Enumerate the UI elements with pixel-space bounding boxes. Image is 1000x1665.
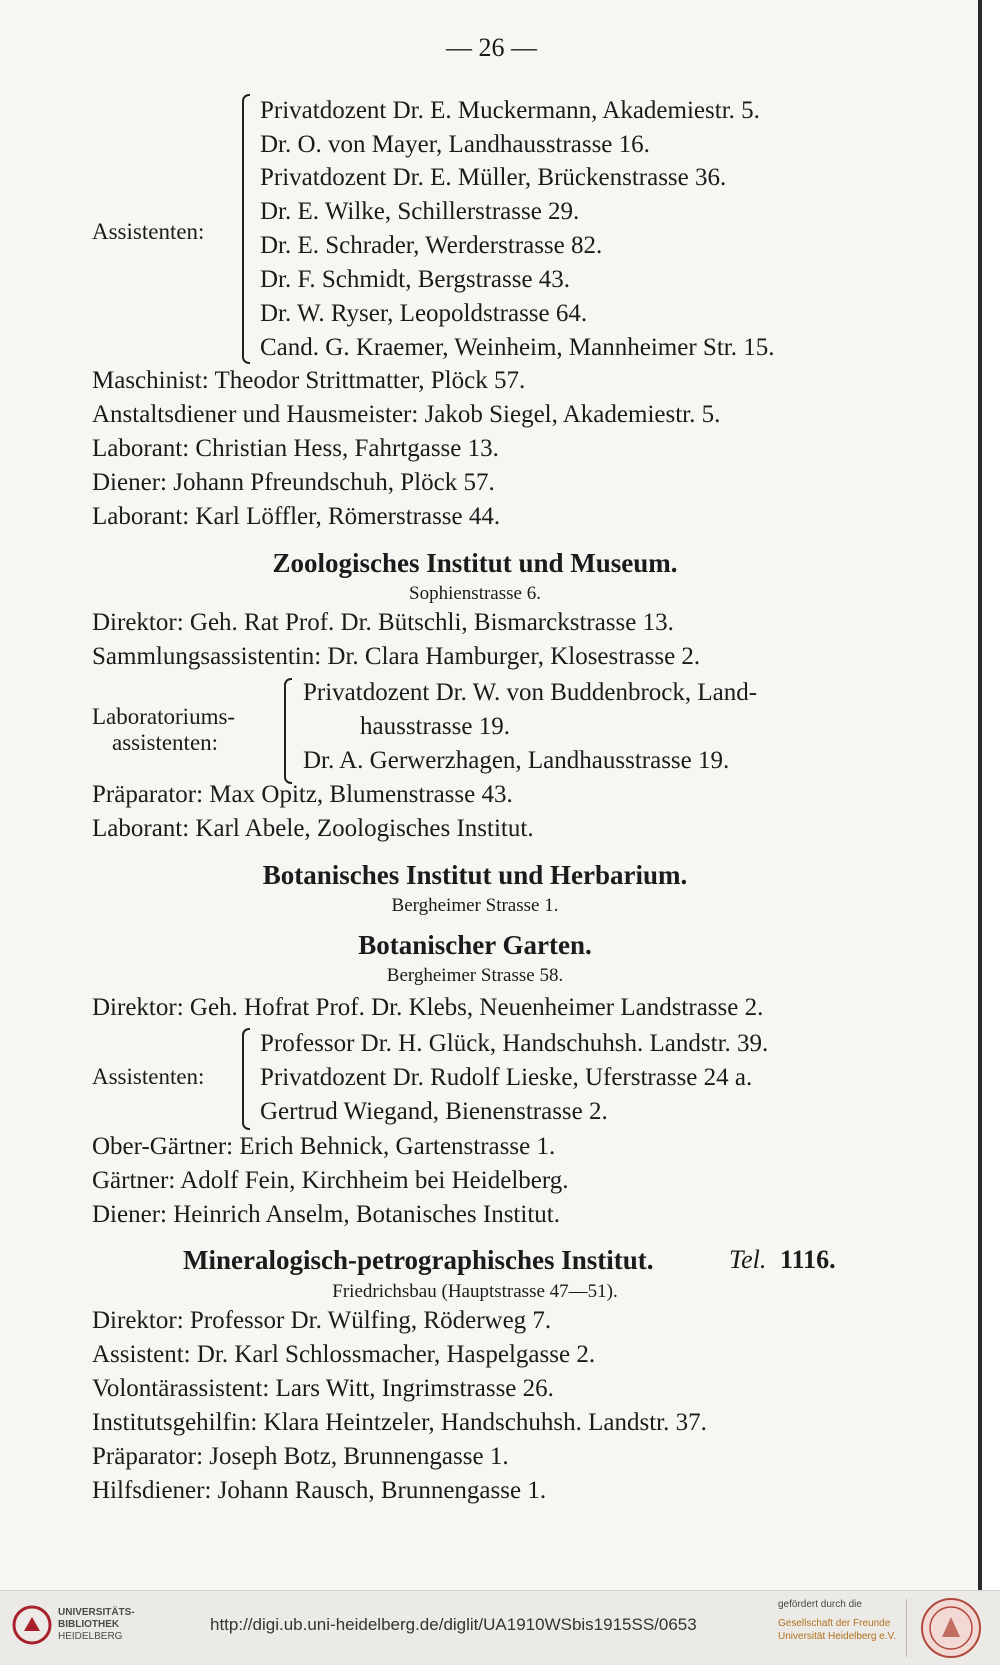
page-margin: [982, 0, 1000, 1590]
assistant-line: Gertrud Wiegand, Bienenstrasse 2.: [260, 1098, 608, 1125]
staff-line: Sammlungsassistentin: Dr. Clara Hamburger, Klosestrasse 2.: [92, 643, 701, 670]
staff-line: Präparator: Joseph Botz, Brunnengasse 1.: [92, 1443, 509, 1470]
staff-line: Laborant: Karl Löffler, Römerstrasse 44.: [92, 503, 501, 530]
section-heading-mineralogy: Mineralogisch-petrographisches Institut.: [183, 1245, 654, 1275]
director-line: Direktor: Geh. Rat Prof. Dr. Bütschli, Bismarckstrasse 13.: [92, 609, 674, 636]
section-address: Friedrichsbau (Hauptstrasse 47—51).: [332, 1281, 618, 1302]
staff-line: Direktor: Professor Dr. Wülfing, Röderweg 7.: [92, 1307, 552, 1334]
funding-organization: Gesellschaft der Freunde Universität Heidelberg e.V.: [778, 1618, 897, 1642]
lab-assistants-brace: [284, 678, 292, 784]
assistant-line: Dr. E. Schrader, Werderstrasse 82.: [260, 232, 603, 259]
section-heading-garden: Botanischer Garten.: [358, 930, 592, 960]
source-url-link[interactable]: http://digi.ub.uni-heidelberg.de/diglit/UA1910WSbis1915SS/0653: [210, 1615, 697, 1634]
library-name: UNIVERSITÄTS- BIBLIOTHEK HEIDELBERG: [58, 1607, 135, 1642]
lab-assistant-line: hausstrasse 19.: [360, 713, 510, 740]
assistant-line: Dr. F. Schmidt, Bergstrasse 43.: [260, 266, 571, 293]
staff-line: Diener: Heinrich Anselm, Botanisches Institut.: [92, 1201, 560, 1228]
assistant-line: Privatdozent Dr. Rudolf Lieske, Uferstrasse 24 a.: [260, 1064, 753, 1091]
assistant-line: Privatdozent Dr. E. Muckermann, Akademiestr. 5.: [260, 97, 760, 124]
assistants-label: Assistenten:: [92, 219, 205, 244]
page-number: — 26 —: [446, 33, 537, 62]
university-seal-icon: [920, 1597, 982, 1659]
staff-line: Anstaltsdiener und Hausmeister: Jakob Siegel, Akademiestr. 5.: [92, 401, 721, 428]
staff-line: Laborant: Karl Abele, Zoologisches Institut.: [92, 815, 534, 842]
assistants-brace: [242, 94, 250, 364]
staff-line: Diener: Johann Pfreundschuh, Plöck 57.: [92, 469, 495, 496]
university-library-logo-icon: [12, 1605, 52, 1645]
assistants-label: Assistenten:: [92, 1064, 205, 1089]
assistant-line: Cand. G. Kraemer, Weinheim, Mannheimer Str. 15.: [260, 334, 775, 361]
assistant-line: Dr. E. Wilke, Schillerstrasse 29.: [260, 198, 580, 225]
section-heading-zoology: Zoologisches Institut und Museum.: [272, 548, 678, 578]
telephone-label: Tel.: [729, 1245, 767, 1274]
lab-assistants-label: Laboratoriums-: [92, 704, 236, 729]
assistant-line: Dr. W. Ryser, Leopoldstrasse 64.: [260, 300, 588, 327]
section-address: Sophienstrasse 6.: [409, 583, 541, 604]
funding-note: gefördert durch die: [778, 1599, 862, 1610]
staff-line: Assistent: Dr. Karl Schlossmacher, Haspelgasse 2.: [92, 1341, 596, 1368]
assistants-brace: [242, 1028, 250, 1130]
assistant-line: Dr. O. von Mayer, Landhausstrasse 16.: [260, 131, 650, 158]
lab-assistants-label: assistenten:: [112, 730, 219, 755]
telephone-number: 1116.: [780, 1245, 836, 1274]
staff-line: Laborant: Christian Hess, Fahrtgasse 13.: [92, 435, 499, 462]
section-heading-botany: Botanisches Institut und Herbarium.: [262, 860, 688, 890]
footer-divider: [906, 1599, 907, 1657]
director-line: Direktor: Geh. Hofrat Prof. Dr. Klebs, Neuenheimer Landstrasse 2.: [92, 994, 764, 1021]
lab-assistant-line: Privatdozent Dr. W. von Buddenbrock, Land-: [303, 679, 758, 706]
staff-line: Institutsgehilfin: Klara Heintzeler, Handschuhsh. Landstr. 37.: [92, 1409, 707, 1436]
staff-line: Volontärassistent: Lars Witt, Ingrimstrasse 26.: [92, 1375, 554, 1402]
staff-line: Gärtner: Adolf Fein, Kirchheim bei Heidelberg.: [92, 1167, 569, 1194]
lab-assistant-line: Dr. A. Gerwerzhagen, Landhausstrasse 19.: [303, 747, 730, 774]
staff-line: Hilfsdiener: Johann Rausch, Brunnengasse 1.: [92, 1477, 547, 1504]
staff-line: Präparator: Max Opitz, Blumenstrasse 43.: [92, 781, 513, 808]
assistant-line: Professor Dr. H. Glück, Handschuhsh. Landstr. 39.: [260, 1030, 769, 1057]
assistant-line: Privatdozent Dr. E. Müller, Brückenstrasse 36.: [260, 164, 727, 191]
staff-line: Maschinist: Theodor Strittmatter, Plöck 57.: [92, 367, 526, 394]
section-address: Bergheimer Strasse 58.: [386, 965, 564, 986]
staff-line: Ober-Gärtner: Erich Behnick, Gartenstrasse 1.: [92, 1133, 556, 1160]
section-address: Bergheimer Strasse 1.: [391, 895, 559, 916]
footer-bar: [0, 1590, 1000, 1665]
